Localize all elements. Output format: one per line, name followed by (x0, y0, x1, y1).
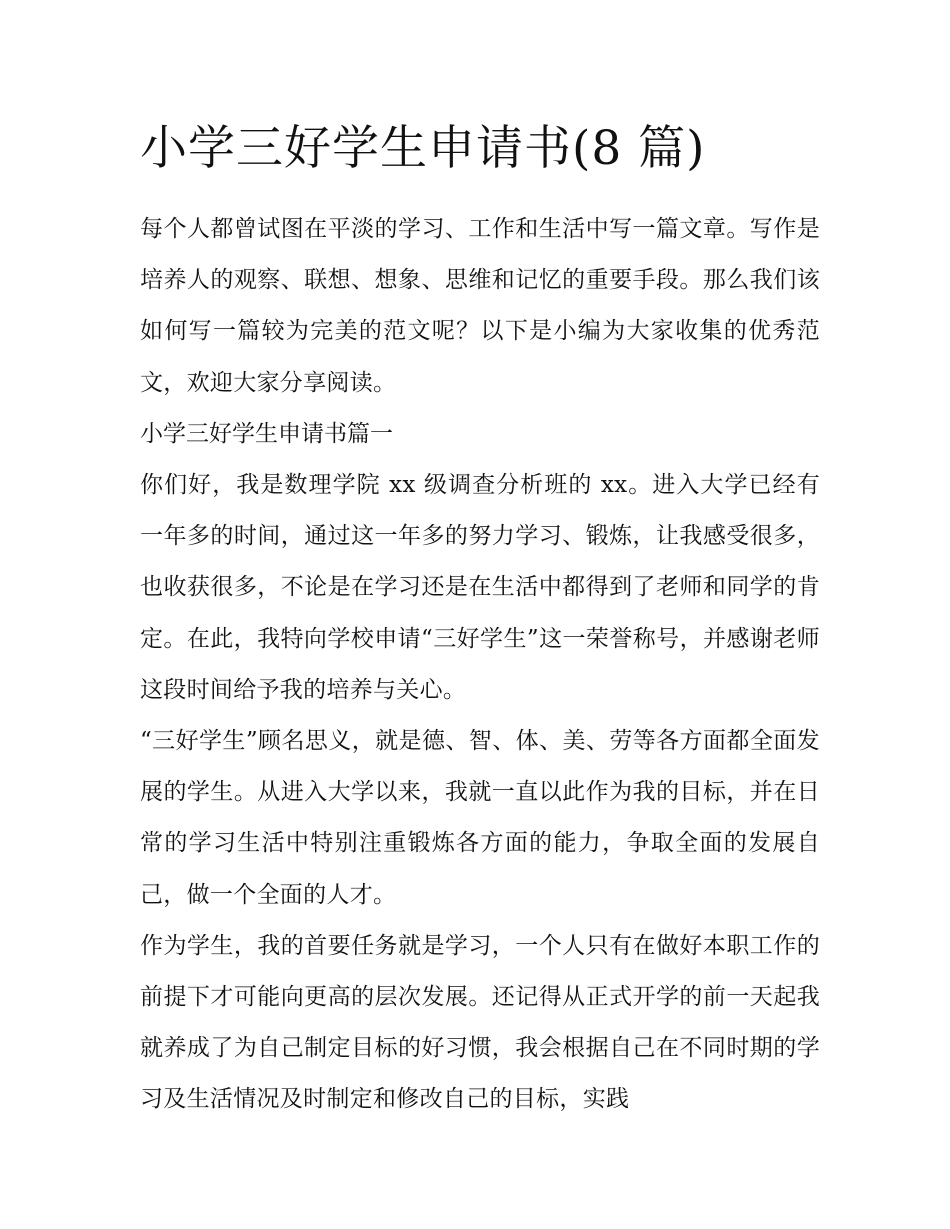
document-title: 小学三好学生申请书(8 篇) (140, 121, 706, 176)
section-heading: 小学三好学生申请书篇一 (140, 420, 393, 447)
body-paragraph-1: 你们好，我是数理学院 xx 级调查分析班的 xx。进入大学已经有一年多的时间，通过这一年多的努力学习、锻炼，让我感受很多，也收获很多，不论是在学习还是在生活中都得到了老师和同学的肯定。在此，我特向学校申请“三好学生”这一荣誉称号，并感谢老师这段时间给予我的培养与关心。 (140, 472, 820, 703)
document-body (140, 112, 820, 1126)
body-paragraph-3: 作为学生，我的首要任务就是学习，一个人只有在做好本职工作的前提下才可能向更高的层次发展。还记得从正式开学的前一天起我就养成了为自己制定目标的好习惯，我会根据自己在不同时期的学习及生活情况及时制定和修改自己的目标，实践 (140, 932, 820, 1113)
body-paragraph-2: “三好学生”顾名思义，就是德、智、体、美、劳等各方面都全面发展的学生。从进入大学以来，我就一直以此作为我的目标，并在日常的学习生活中特别注重锻炼各方面的能力，争取全面的发展自己，做一个全面的人才。 (140, 728, 820, 908)
intro-paragraph: 每个人都曾试图在平淡的学习、工作和生活中写一篇文章。写作是培养人的观察、联想、想象、思维和记忆的重要手段。那么我们该如何写一篇较为完美的范文呢？以下是小编为大家收集的优秀范文，欢迎大家分享阅读。 (140, 216, 820, 396)
